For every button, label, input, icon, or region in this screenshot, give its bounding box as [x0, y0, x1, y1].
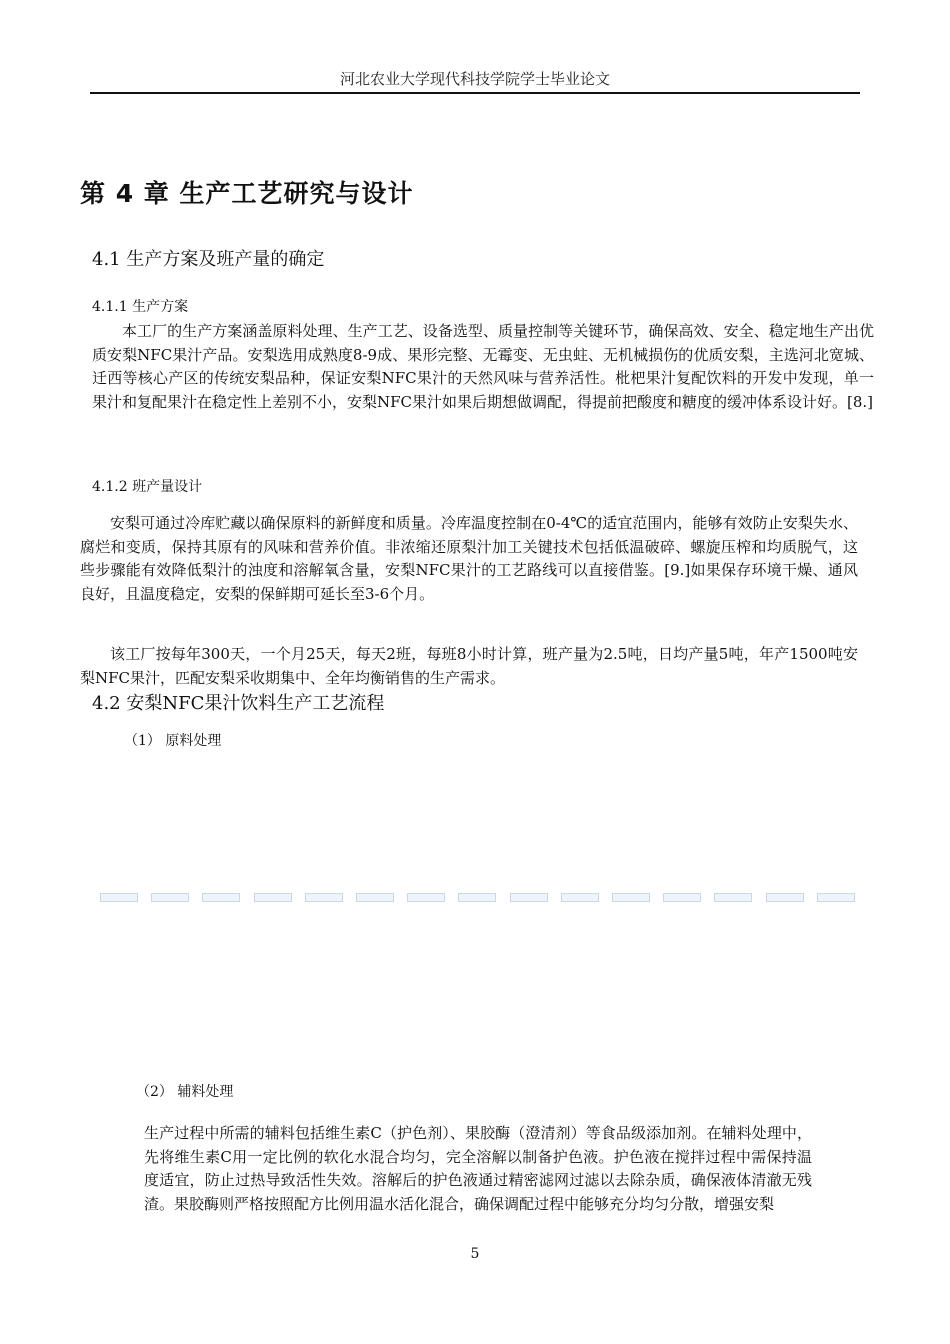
flow-step-box [458, 893, 496, 902]
flow-step-box [202, 893, 240, 902]
flow-step-box [766, 893, 804, 902]
subsection-4-1-2-heading: 4.1.2 班产量设计 [92, 479, 203, 495]
auxiliary-paragraph [144, 1122, 812, 1216]
item-auxiliary-heading: （2） 辅料处理 [136, 1084, 234, 1100]
chapter-title: 第 4 章 生产工艺研究与设计 [80, 179, 414, 208]
flow-step-box [612, 893, 650, 902]
flow-step-box [817, 893, 855, 902]
section-4-1-heading: 4.1 生产方案及班产量的确定 [92, 249, 325, 270]
storage-text: 安梨可通过冷库贮藏以确保原料的新鲜度和质量。冷库温度控制在0-4℃的适宜范围内，能够有效防止安梨失水、腐烂和变质，保持其原有的风味和营养价值。非浓缩还原梨汁加工关键技术包括低温破碎、螺旋压榨和均质脱气，这些步骤能有效降低梨汁的浊度和溶解氧含量，安梨NFC果汁的工艺路线可以直接借鉴。[9.]如果保存环境干燥、通风良好，且温度稳定，安梨的保鲜期可延长至3-6个月。 [80, 514, 858, 603]
production-plan-paragraph [92, 320, 874, 414]
output-paragraph [80, 643, 858, 690]
auxiliary-text: 生产过程中所需的辅料包括维生素C（护色剂）、果胶酶（澄清剂）等食品级添加剂。在辅料处理中，先将维生素C用一定比例的软化水混合均匀，完全溶解以制备护色液。护色液在搅拌过程中需保持温度适宜，防止过热导致活性失效。溶解后的护色液通过精密滤网过滤以去除杂质，确保液体清澈无残渣。果胶酶则严格按照配方比例用温水活化混合，确保调配过程中能够充分均匀分散，增强安梨 [144, 1124, 812, 1213]
page-number: 5 [470, 1246, 480, 1262]
flow-step-box [151, 893, 189, 902]
flow-step-box [305, 893, 343, 902]
flow-step-box [100, 893, 138, 902]
flow-step-box [356, 893, 394, 902]
flow-step-box [254, 893, 292, 902]
storage-paragraph [80, 512, 858, 606]
flow-step-box [561, 893, 599, 902]
running-header: 河北农业大学现代科技学院学士毕业论文 [339, 70, 610, 88]
flow-step-box [407, 893, 445, 902]
flow-step-box [510, 893, 548, 902]
subsection-4-1-1-heading: 4.1.1 生产方案 [92, 299, 189, 315]
section-4-2-heading: 4.2 安梨NFC果汁饮料生产工艺流程 [92, 693, 385, 714]
output-text: 该工厂按每年300天，一个月25天，每天2班，每班8小时计算，班产量为2.5吨，日均产量5吨，年产1500吨安梨NFC果汁，匹配安梨采收期集中、全年均衡销售的生产需求。 [80, 645, 858, 687]
process-flow-diagram [100, 891, 855, 903]
header-rule [90, 92, 860, 94]
production-plan-text: 本工厂的生产方案涵盖原料处理、生产工艺、设备选型、质量控制等关键环节，确保高效、安全、稳定地生产出优质安梨NFC果汁产品。安梨选用成熟度8-9成、果形完整、无霉变、无虫蛀、无机械损伤的优质安梨，主选河北宽城、迁西等核心产区的传统安梨品种，保证安梨NFC果汁的天然风味与营养活性。枇杷果汁复配饮料的开发中发现，单一果汁和复配果汁在稳定性上差别不小，安梨NFC果汁如果后期想做调配，得提前把酸度和糖度的缓冲体系设计好。[8.] [92, 322, 874, 411]
item-raw-material-heading: （1） 原料处理 [124, 733, 222, 749]
flow-step-box [663, 893, 701, 902]
flow-step-box [714, 893, 752, 902]
